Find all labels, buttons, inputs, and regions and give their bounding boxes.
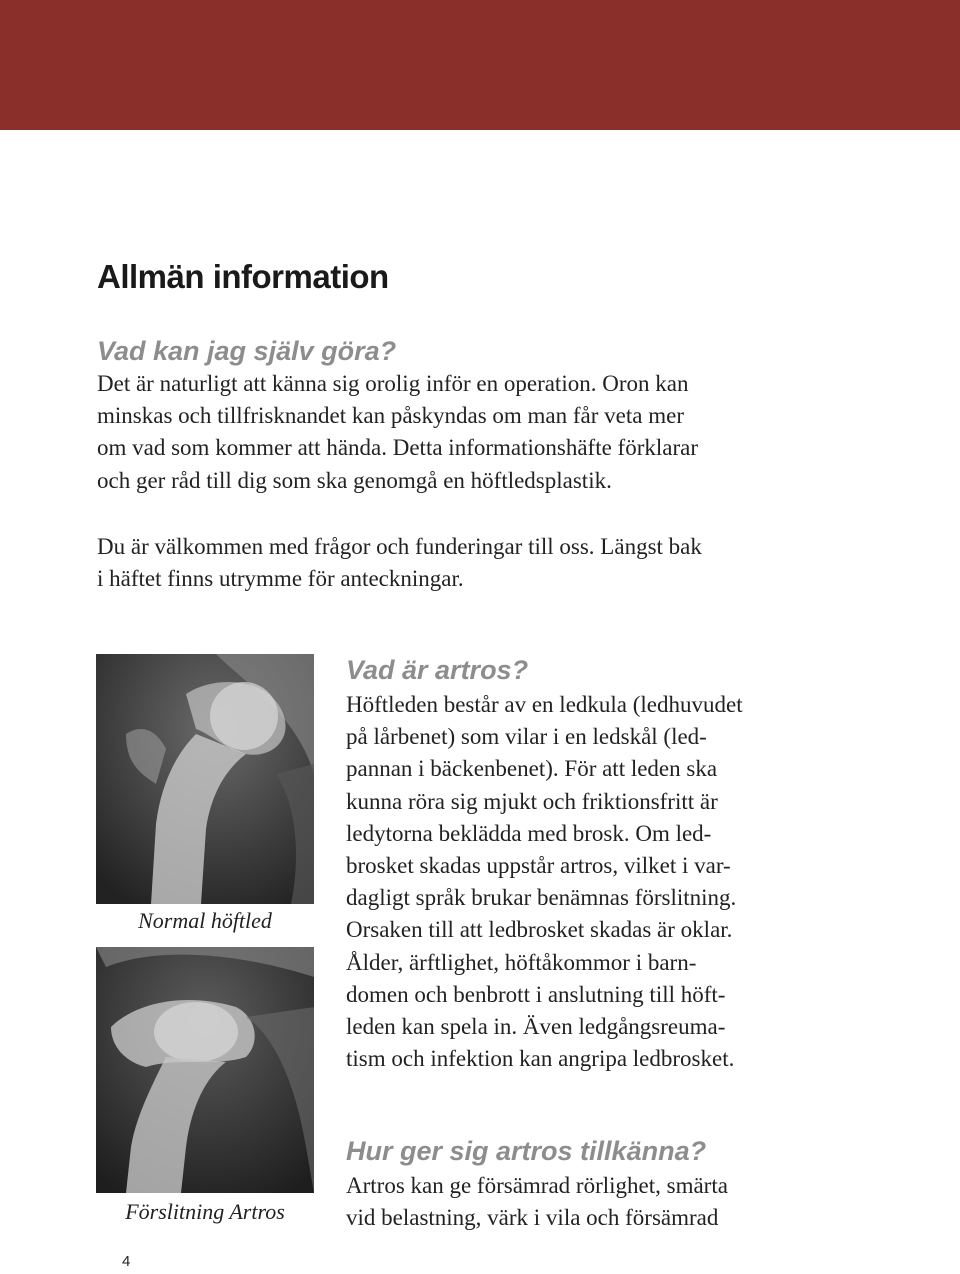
text-line: dagligt språk brukar benämnas förslitning. [346,885,737,911]
text-line: på lårbenet) som vilar i en ledskål (led- [346,724,707,750]
heading-vad-ar-artros: Vad är artros? [346,655,529,685]
text-line: om vad som kommer att hända. Detta informationshäfte förklarar [97,435,698,461]
xray-arthritis-hip-image [96,947,314,1193]
text-line: Ålder, ärftlighet, höftåkommor i barn- [346,949,697,975]
text-line: Höftleden består av en ledkula (ledhuvudet [346,692,743,717]
text-line: tism och infektion kan angripa ledbrosket. [346,1046,735,1072]
text-line: och ger råd till dig som ska genomgå en höftledsplastik. [97,467,612,493]
text-line: kunna röra sig mjukt och friktionsfritt är [346,788,718,814]
text-line: Orsaken till att ledbrosket skadas är oklar. [346,917,733,943]
text-line: Artros kan ge försämrad rörlighet, smärta [346,1173,728,1198]
heading-vad-kan-jag: Vad kan jag själv göra? [97,336,397,366]
text-line: brosket skadas uppstår artros, vilket i var- [346,853,731,879]
text-line: Du är välkommen med frågor och funderingar till oss. Längst bak [97,534,702,559]
symptoms-paragraph [346,1170,728,1234]
text-line: ledytorna beklädda med brosk. Om led- [346,820,712,846]
text-line: pannan i bäckenbenet). För att leden ska [346,756,718,782]
text-line: Det är naturligt att känna sig orolig inför en operation. Oron kan [97,371,689,396]
page-number: 4 [122,1253,131,1270]
text-line: leden kan spela in. Även ledgångsreuma- [346,1014,726,1040]
heading-hur-ger-sig: Hur ger sig artros tillkänna? [346,1136,707,1166]
xray-normal-hip-image [96,654,314,904]
header-band [0,0,960,130]
intro-paragraph [97,368,698,497]
text-line: vid belastning, värk i vila och försämrad [346,1205,719,1231]
text-line: minskas och tillfrisknandet kan påskyndas om man får veta mer [97,403,684,429]
figure-caption-normal: Normal höftled [138,908,272,933]
figure-caption-arthritis: Förslitning Artros [125,1199,285,1224]
text-line: i häftet finns utrymme för anteckningar. [97,566,464,592]
page-title: Allmän information [97,258,389,295]
welcome-paragraph [97,531,702,595]
text-line: domen och benbrott i anslutning till höft- [346,981,726,1007]
artros-paragraph [346,689,743,1075]
